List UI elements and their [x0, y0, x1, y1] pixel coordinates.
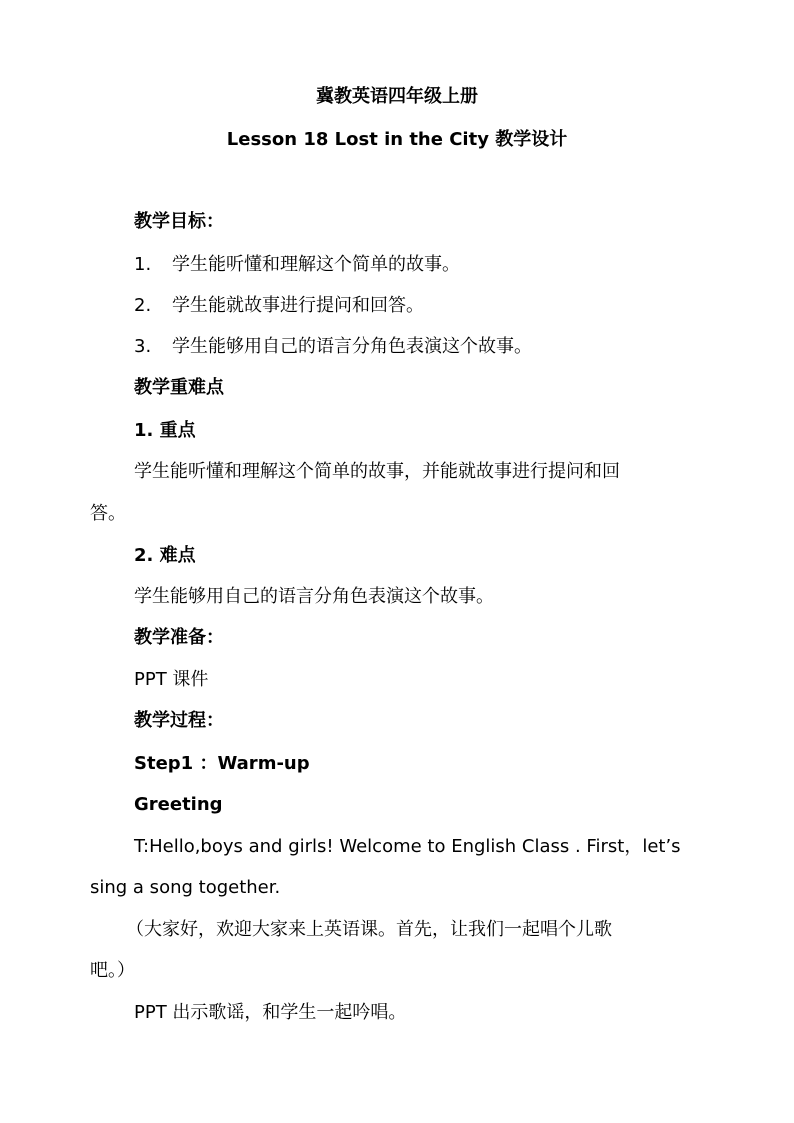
objective-text: 学生能听懂和理解这个简单的故事。: [172, 254, 460, 275]
ppt-note: PPT 出示歌谣，和学生一起吟唱。: [134, 1002, 407, 1023]
difficulty-text: 学生能够用自己的语言分角色表演这个故事。: [134, 586, 494, 607]
objective-item: [134, 252, 460, 278]
objectives-heading: 教学目标：: [134, 211, 224, 232]
document-title: 冀教英语四年级上册: [316, 86, 478, 107]
objective-item: [134, 293, 424, 319]
preparation-heading: 教学准备：: [134, 627, 224, 648]
objective-number: 2.: [134, 295, 152, 316]
document-subtitle: Lesson 18 Lost in the City 教学设计: [226, 129, 568, 150]
objective-number: 1.: [134, 254, 152, 275]
difficulty-label: 2. 难点: [134, 545, 196, 566]
greeting-heading: Greeting: [134, 794, 223, 815]
translation-line-2: 吧。）: [90, 960, 135, 981]
objective-item: [134, 334, 532, 360]
step1-heading: Step1 ：Warm-up: [134, 753, 310, 774]
key-points-heading: 教学重难点: [134, 377, 224, 398]
objective-text: 学生能够用自己的语言分角色表演这个故事。: [172, 336, 532, 357]
teacher-line-1: T:Hello,boys and girls! Welcome to English Class . First，let’s: [134, 836, 681, 857]
teacher-line-2: sing a song together.: [90, 877, 281, 898]
translation-line-1: （大家好，欢迎大家来上英语课。首先，让我们一起唱个儿歌: [126, 919, 612, 940]
focus-label: 1. 重点: [134, 420, 196, 441]
objective-text: 学生能就故事进行提问和回答。: [172, 295, 424, 316]
focus-text-line-1: 学生能听懂和理解这个简单的故事，并能就故事进行提问和回: [134, 461, 620, 482]
process-heading: 教学过程：: [134, 710, 224, 731]
objective-number: 3.: [134, 336, 152, 357]
preparation-text: PPT 课件: [134, 669, 209, 690]
focus-text-line-2: 答。: [90, 503, 126, 524]
